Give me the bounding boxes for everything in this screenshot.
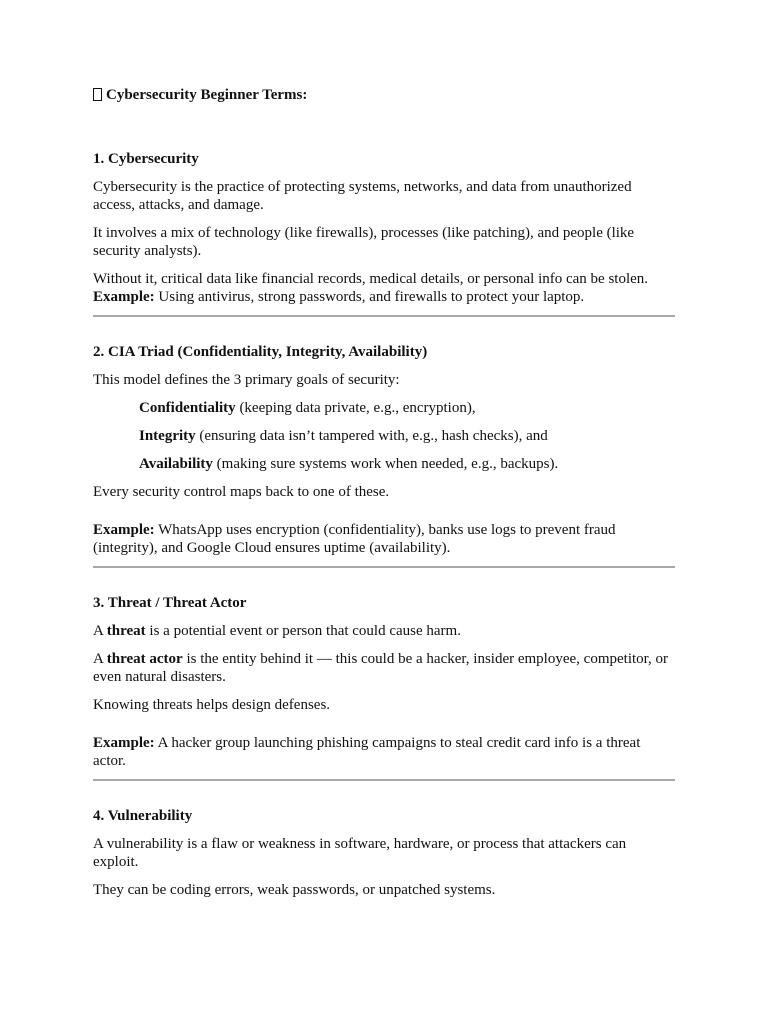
- term: Integrity: [139, 428, 196, 444]
- document-title: [93, 86, 675, 104]
- section-heading: 3. Threat / Threat Actor: [93, 595, 247, 611]
- paragraph-text: Without it, critical data like financial records, medical details, or personal info can be stolen.: [93, 271, 649, 287]
- term-description: (making sure systems work when needed, e.g., backups).: [212, 456, 559, 472]
- paragraph: Knowing threats helps design defenses.: [93, 697, 331, 713]
- document-page: [93, 86, 675, 909]
- section-divider: [93, 566, 675, 568]
- paragraph: Cybersecurity is the practice of protecting systems, networks, and data from unauthorized access, attacks, and damage.: [93, 179, 632, 213]
- paragraph-text: A: [93, 651, 107, 667]
- example-label: Example:: [93, 289, 155, 305]
- section-divider: [93, 315, 675, 317]
- section-heading: 1. Cybersecurity: [93, 151, 199, 167]
- paragraph: They can be coding errors, weak passwords, or unpatched systems.: [93, 882, 496, 898]
- example-paragraph: [93, 734, 675, 770]
- term: threat actor: [106, 651, 183, 667]
- paragraph: [93, 622, 675, 640]
- paragraph: This model defines the 3 primary goals of security:: [93, 372, 400, 388]
- example-label: Example:: [93, 735, 155, 751]
- example-text: Using antivirus, strong passwords, and firewalls to protect your laptop.: [154, 289, 585, 305]
- list-item: [93, 399, 675, 417]
- section-threat: [93, 594, 675, 770]
- example-label: Example:: [93, 522, 155, 538]
- section-heading: 2. CIA Triad (Confidentiality, Integrity, Availability): [93, 344, 428, 360]
- section-cia-triad: [93, 343, 675, 557]
- term: Confidentiality: [139, 400, 236, 416]
- paragraph-text: A: [93, 623, 107, 639]
- example-paragraph: [93, 521, 675, 557]
- paragraph-text: is the entity behind it — this could be a hacker, insider employee, competitor, or even natural disasters.: [93, 651, 669, 685]
- paragraph: [93, 650, 675, 686]
- section-vulnerability: [93, 807, 675, 899]
- section-divider: [93, 779, 675, 781]
- missing-glyph-icon: [93, 88, 102, 101]
- paragraph: [93, 270, 675, 306]
- paragraph: Every security control maps back to one of these.: [93, 484, 390, 500]
- paragraph-text: is a potential event or person that could cause harm.: [145, 623, 461, 639]
- term: Availability: [139, 456, 213, 472]
- document-title-text: Cybersecurity Beginner Terms:: [106, 87, 308, 103]
- example-text: A hacker group launching phishing campaigns to steal credit card info is a threat actor.: [93, 735, 641, 769]
- term: threat: [106, 623, 146, 639]
- section-heading: 4. Vulnerability: [93, 808, 193, 824]
- paragraph: It involves a mix of technology (like firewalls), processes (like patching), and people (like security analysts).: [93, 225, 635, 259]
- list-item: [93, 427, 675, 445]
- paragraph: A vulnerability is a flaw or weakness in software, hardware, or process that attackers can exploit.: [93, 836, 627, 870]
- term-description: (ensuring data isn’t tampered with, e.g., hash checks), and: [195, 428, 548, 444]
- list-item: [93, 455, 675, 473]
- example-text: WhatsApp uses encryption (confidentiality), banks use logs to prevent fraud (integrity), and Google Cloud ensures uptime (availability).: [93, 522, 616, 556]
- section-cybersecurity: [93, 150, 675, 306]
- term-description: (keeping data private, e.g., encryption),: [235, 400, 476, 416]
